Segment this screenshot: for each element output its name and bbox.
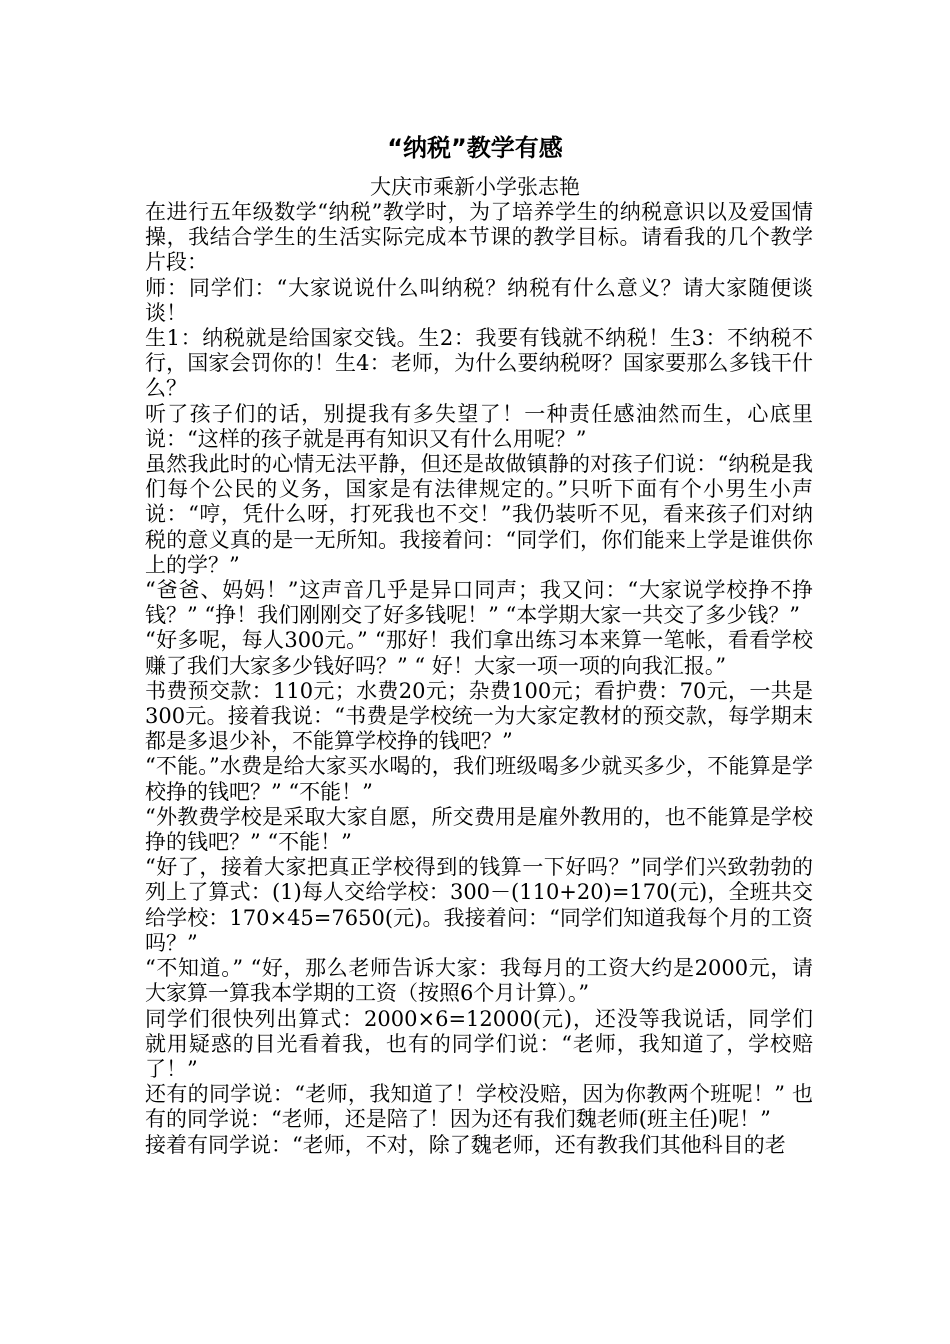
paragraph: 还有的同学说：“老师，我知道了！学校没赔，因为你教两个班呢！” 也有的同学说：“老师，还是陪了！因为还有我们魏老师(班主任)呢！” [145, 1082, 813, 1132]
paragraph: “不能。”水费是给大家买水喝的，我们班级喝多少就买多少，不能算是学校挣的钱吧？” “不能！” [145, 754, 813, 804]
document-author: 大庆市乘新小学张志艳 [370, 175, 580, 199]
paragraph: 听了孩子们的话，别提我有多失望了！一种责任感油然而生，心底里说：“这样的孩子就是再有知识又有什么用呢？” [145, 401, 813, 451]
paragraph: “不知道。” “好，那么老师告诉大家：我每月的工资大约是2000元，请大家算一算我本学期的工资（按照6个月计算）。” [145, 956, 813, 1006]
paragraph: “好了，接着大家把真正学校得到的钱算一下好吗？”同学们兴致勃勃的列上了算式：(1)每人交给学校：300－(110+20)=170(元)，全班共交给学校：170×45=7650(元)。我接着问：“同学们知道我每个月的工资吗？” [145, 855, 813, 955]
document-body [145, 200, 813, 1158]
paragraph: 接着有同学说：“老师，不对，除了魏老师，还有教我们其他科目的老 [145, 1132, 786, 1157]
paragraph: 书费预交款：110元；水费20元；杂费100元；看护费：70元，一共是300元。接着我说：“书费是学校统一为大家定教材的预交款，每学期末都是多退少补，不能算学校挣的钱吧？” [145, 678, 813, 754]
paragraph: 同学们很快列出算式：2000×6=12000(元)，还没等我说话，同学们就用疑惑的目光看着我，也有的同学们说：“老师，我知道了，学校赔了！” [145, 1006, 813, 1081]
paragraph: 在进行五年级数学“纳税”教学时，为了培养学生的纳税意识以及爱国情操，我结合学生的生活实际完成本节课的教学目标。请看我的几个教学片段： [145, 200, 813, 275]
paragraph: 虽然我此时的心情无法平静，但还是故做镇静的对孩子们说：“纳税是我们每个公民的义务，国家是有法律规定的。”只听下面有个小男生小声说：“哼，凭什么呀，打死我也不交！”我仍装听不见，看来孩子们对纳税的意义真的是一无所知。我接着问：“同学们，你们能来上学是谁供你上的学？” [145, 452, 813, 577]
paragraph: “外教费学校是采取大家自愿，所交费用是雇外教用的，也不能算是学校挣的钱吧？” “不能！” [145, 804, 813, 855]
document-title: “纳税”教学有感 [387, 134, 563, 162]
paragraph: “爸爸、妈妈！”这声音几乎是异口同声；我又问：“大家说学校挣不挣钱？” “挣！我们刚刚交了好多钱呢！” “本学期大家一共交了多少钱？” [145, 578, 813, 628]
paragraph: 师：同学们：“大家说说什么叫纳税？纳税有什么意义？请大家随便谈谈！ [145, 275, 813, 325]
paragraph: 生1：纳税就是给国家交钱。生2：我要有钱就不纳税！生3：不纳税不行，国家会罚你的！生4：老师，为什么要纳税呀？国家要那么多钱干什么？ [145, 326, 813, 401]
paragraph: “好多呢，每人300元。” “那好！我们拿出练习本来算一笔帐，看看学校赚了我们大家多少钱好吗？” “ 好！大家一项一项的向我汇报。” [145, 628, 813, 678]
